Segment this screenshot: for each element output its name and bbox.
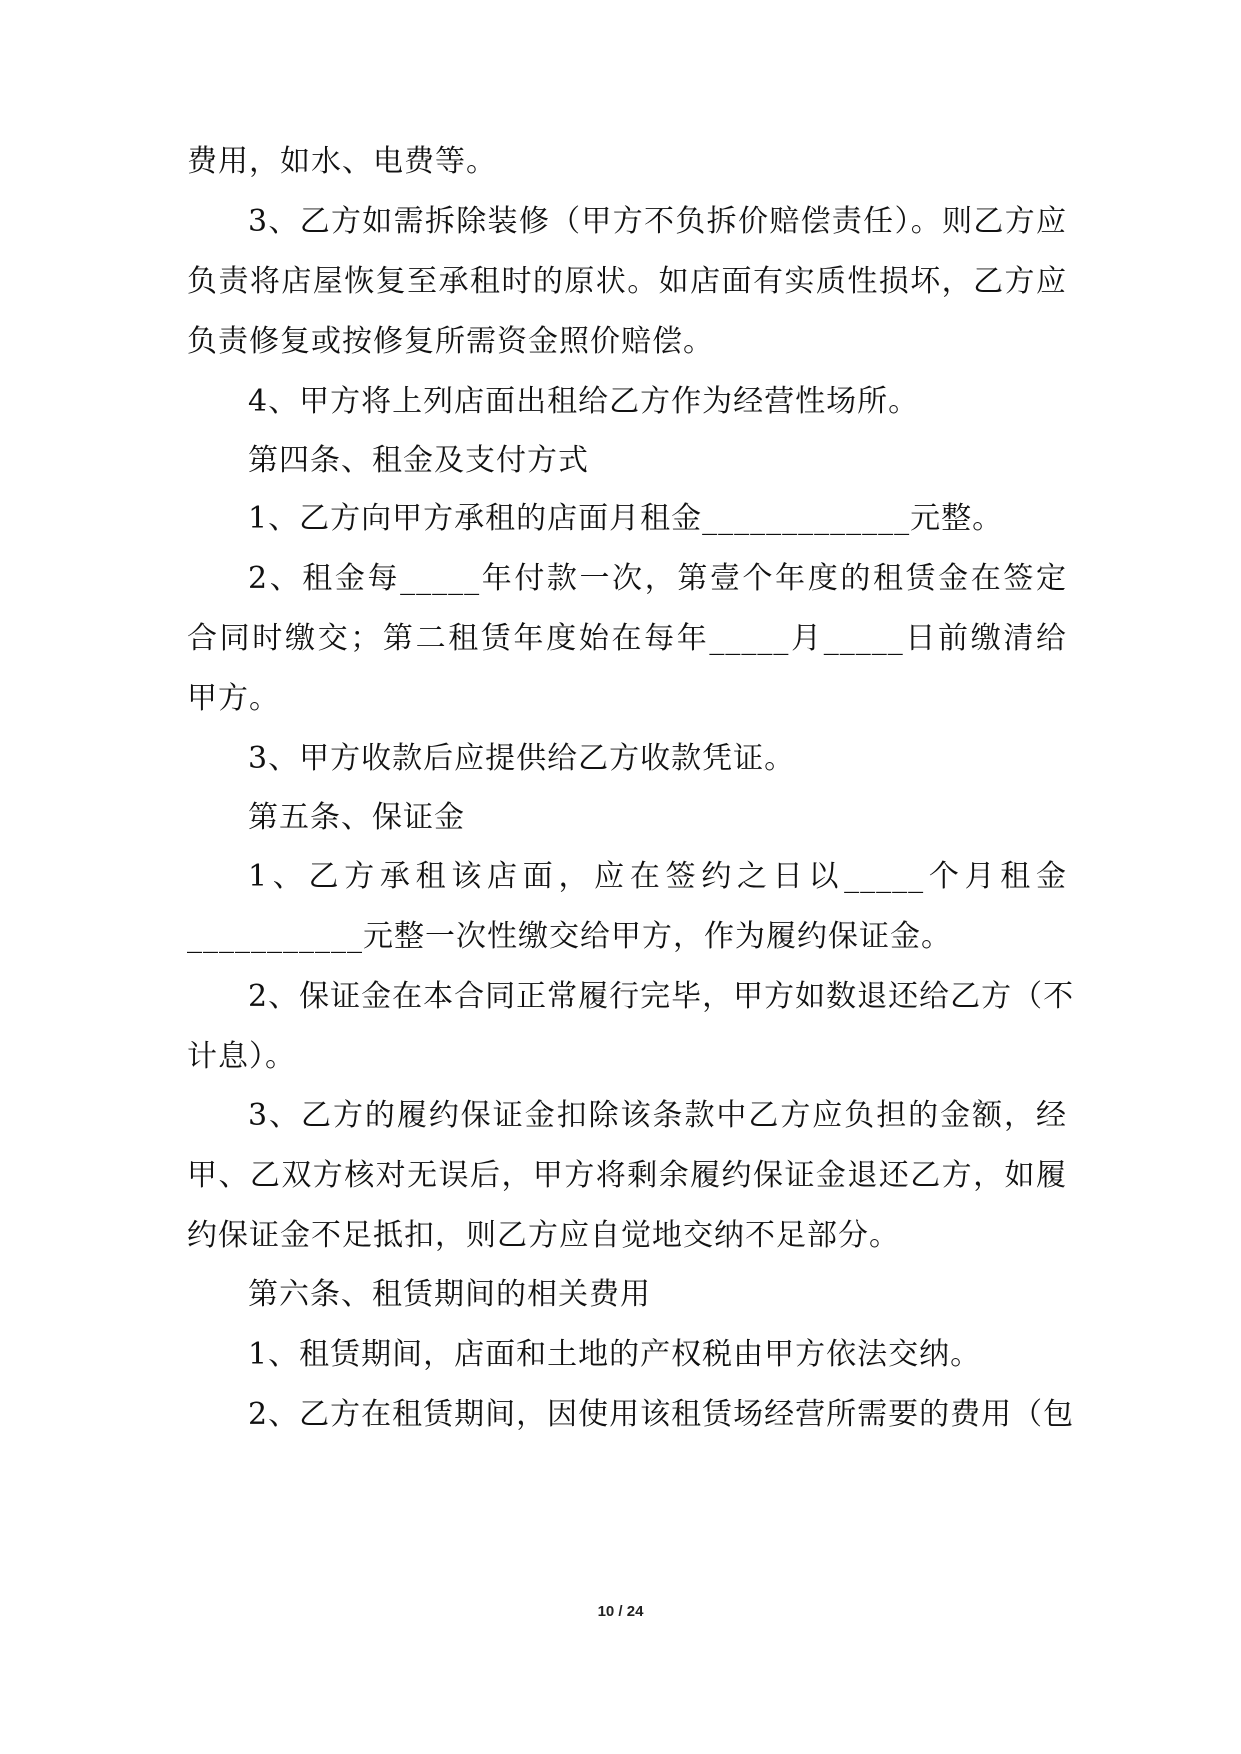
text-line: 甲、乙双方核对无误后，甲方将剩余履约保证金退还乙方，如履 [187,1158,1067,1193]
text-line: 3、乙方的履约保证金扣除该条款中乙方应负担的金额，经 [248,1098,1067,1133]
text-line: 2、乙方在租赁期间，因使用该租赁场经营所需要的费用（包 [248,1397,1075,1432]
text-line: 负责修复或按修复所需资金照价赔偿。 [187,324,714,359]
page-number: 10 / 24 [597,1603,644,1620]
text-line: 计息）。 [187,1039,296,1074]
section-heading: 第六条、租赁期间的相关费用 [248,1277,651,1312]
text-line: 1、乙方承租该店面，应在签约之日以_____个月租金 [248,859,1067,894]
text-line: 1、租赁期间，店面和土地的产权税由甲方依法交纳。 [248,1337,982,1372]
text-line: 4、甲方将上列店面出租给乙方作为经营性场所。 [248,384,920,419]
section-heading: 第四条、租金及支付方式 [248,443,589,478]
text-line: ___________元整一次性缴交给甲方，作为履约保证金。 [187,919,952,954]
text-line: 3、甲方收款后应提供给乙方收款凭证。 [248,741,796,776]
text-line: 1、乙方向甲方承租的店面月租金_____________元整。 [248,501,1004,536]
text-line: 2、保证金在本合同正常履行完毕，甲方如数退还给乙方（不 [248,979,1075,1014]
text-line: 费用，如水、电费等。 [187,144,497,179]
text-line: 负责将店屋恢复至承租时的原状。如店面有实质性损坏，乙方应 [187,264,1067,299]
text-line: 约保证金不足抵扣，则乙方应自觉地交纳不足部分。 [187,1218,900,1253]
text-line: 合同时缴交；第二租赁年度始在每年_____月_____日前缴清给 [187,621,1067,656]
text-line: 3、乙方如需拆除装修（甲方不负拆价赔偿责任）。则乙方应 [248,204,1067,239]
text-line: 甲方。 [187,681,280,716]
text-line: 2、租金每_____年付款一次，第壹个年度的租赁金在签定 [248,561,1067,596]
section-heading: 第五条、保证金 [248,800,465,835]
